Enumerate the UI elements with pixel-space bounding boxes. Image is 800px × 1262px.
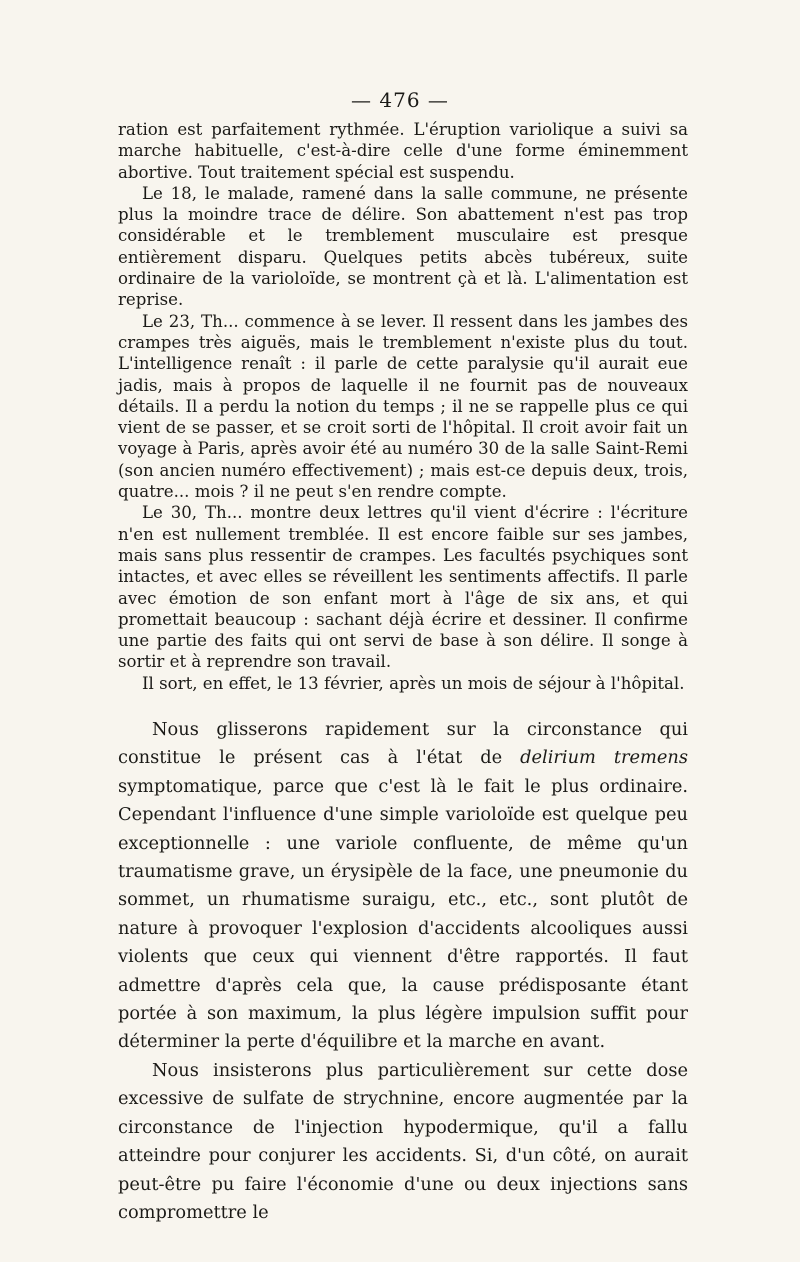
paragraph-continuation: ration est parfaitement rythmée. L'éruption variolique a suivi sa marche habituelle, c'est-à-dire celle d'une forme éminemment abortive. Tout traitement spécial est suspendu. [118,120,688,182]
commentary-text [118,716,688,1227]
paragraph-day-30: Le 30, Th... montre deux lettres qu'il vient d'écrire : l'écriture n'en est nullement tremblée. Il est encore faible sur ses jambes, mais sans plus ressentir de crampes. Les facultés psychiques sont intactes, et avec elles se réveillent les sentiments affectifs. Il parle avec émotion de son enfant mort à l'âge de six ans, et qui promettait beaucoup : sachant déjà écrire et dessiner. Il confirme une partie des faits qui ont servi de base à son délire. Il songe à sortir et à reprendre son travail. [118,503,688,672]
commentary-text-part: symptomatique, parce que c'est là le fait le plus ordinaire. Cependant l'influence d'une simple varioloïde est quelque peu exceptionnelle : une variole confluente, de même qu'un traumatisme grave, un érysipèle de la face, une pneumonie du sommet, un rhumatisme suraigu, etc., etc., sont plutôt de nature à provoquer l'explosion d'accidents alcooliques aussi violents que ceux qui viennent d'être rapportés. Il faut admettre d'après cela que, la cause prédisposante étant portée à son maximum, la plus légère impulsion suffit pour déterminer la perte d'équilibre et la marche en avant. [118,775,688,1053]
paragraph-commentary-2: Nous insisterons plus particulièrement sur cette dose excessive de sulfate de strychnine, encore augmentée par la circonstance de l'injection hypodermique, qu'il a fallu atteindre pour conjurer les accidents. Si, d'un côté, on aurait peut-être pu faire l'économie d'une ou deux injections sans compromettre le [118,1059,688,1223]
case-observation-text [118,119,688,694]
commentary-text-part: Nous glisserons rapidement sur la circonstance qui constitue le présent cas à l'état de [118,719,688,769]
paragraph-day-23: Le 23, Th... commence à se lever. Il ressent dans les jambes des crampes très aiguës, mais le tremblement n'existe plus du tout. L'intelligence renaît : il parle de cette paralysie qu'il aurait eue jadis, mais à propos de laquelle il ne fournit pas de nouveaux détails. Il a perdu la notion du temps ; il ne se rappelle plus ce qui vient de se passer, et se croit sorti de l'hôpital. Il croit avoir fait un voyage à Paris, après avoir été au numéro 30 de la salle Saint-Remi (son ancien numéro effectivement) ; mais est-ce depuis deux, trois, quatre... mois ? il ne peut s'en rendre compte. [118,311,688,502]
page-number: — 476 — [351,88,449,112]
paragraph-commentary-1 [118,716,688,1057]
paragraph-discharge: Il sort, en effet, le 13 février, après un mois de séjour à l'hôpital. [142,673,685,693]
paragraph-day-18: Le 18, le malade, ramené dans la salle commune, ne présente plus la moindre trace de délire. Son abattement n'est pas trop considérable et le tremblement musculaire est presque entièrement disparu. Quelques petits abcès tubéreux, suite ordinaire de la varioloïde, se montrent çà et là. L'alimentation est reprise. [118,183,688,310]
italic-term: delirium tremens [520,747,688,769]
